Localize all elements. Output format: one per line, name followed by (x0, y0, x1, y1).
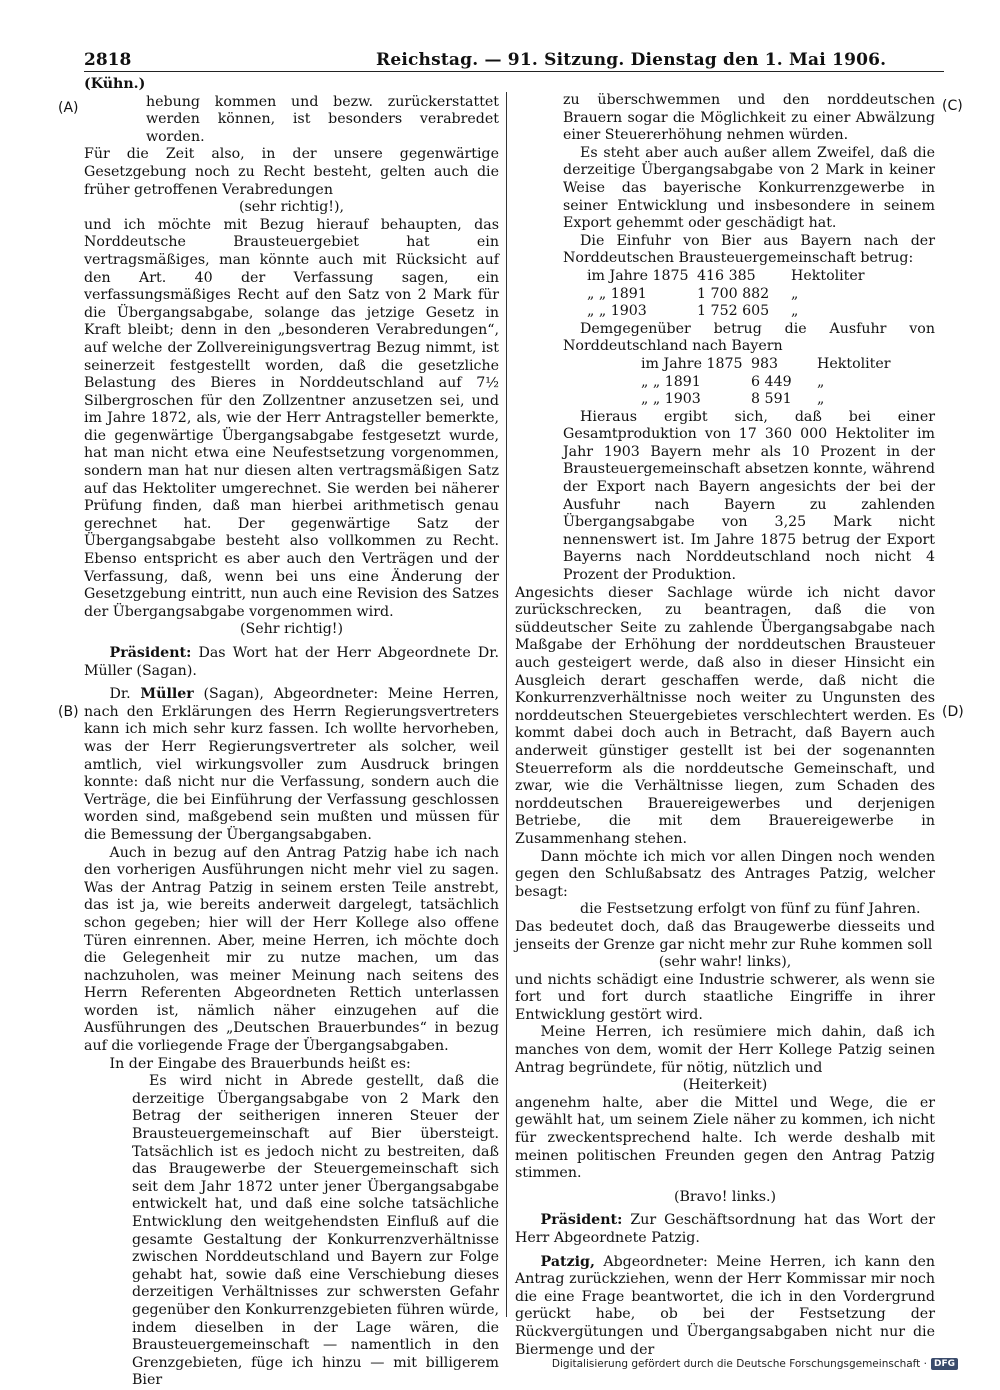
speech-text: (Sagan), Abgeordneter: Meine Herren, nach den Erklärungen des Herrn Regierungsvertreters kann ich mich sehr kurz fassen. Ich wollte hervorheben, was der Herr Regierungsvertreter als solcher, weil amtlich, viel wirkungsvoller zum Ausdruck bringen konnte: daß nicht nur die Verfassung, sondern auch die Verträge, die bei Einführung der Verfassung geschlossen worden sind, maßgebend sein mußten und müssen für die Bemessung der Übergangsabgaben. (84, 686, 499, 843)
paragraph: angenehm halte, aber die Mittel und Wege, die er gewählt hat, um seinem Ziele näher zu kommen, ich nicht für zweckentsprechend halte. Ich werde deshalb mit meinen politischen Freunden gegen den Antrag Patzig stimmen. (515, 1094, 935, 1182)
speaker-tag: (Kühn.) (84, 76, 146, 92)
paragraph: und ich möchte mit Bezug hierauf behaupten, das Norddeutsche Brausteuergebiet hat ein vertragsmäßiges, man könnte auch mit Rücksicht auf den Art. 40 der Verfassung sagen, ein verfassungsmäßiges Recht auf den Satz von 2 Mark für die Übergangsabgabe, solange das jetzige Gesetz in Kraft bleibt; denn in den „besonderen Verabredungen“, auf welche der Zollvereinigungsvertrag Bezug nimmt, ist seinerzeit festgestellt worden, daß die gesetzliche Belastung des Bieres in Norddeutschland auf 7½ Silbergroschen für den Zollzentner anzusetzen sei, und im Jahre 1872, als, wie der Herr Antragsteller bemerkte, die gegenwärtige Übergangsabgabe festgesetzt wurde, hat man nicht etwa eine Neufestsetzung vorgenommen, sondern man hat nur diesen alten vertragsmäßigen Satz auf das Hektoliter umgerechnet. Sie werden bei näherer Prüfung finden, daß man hierbei arithmetisch genau gerechnet hat. Der gegenwärtige Satz der Übergangsabgabe besteht also vollkommen zu Recht. Ebenso entspricht es aber auch den Verträgen und der Verfassung, daß, wenn bei uns eine Änderung der Gesetzgebung eintritt, nun auch eine Revision des Satzes der Übergangsabgabe vorgenommen wird. (84, 216, 499, 620)
paragraph: Das bedeutet doch, daß das Braugewerbe diesseits und jenseits der Grenze gar nicht mehr zur Ruhe kommen soll (515, 918, 935, 953)
table-row: „ „ 1891 1 700 882 „ (587, 285, 799, 302)
paragraph: Auch in bezug auf den Antrag Patzig habe ich nach den vorherigen Ausführungen nicht mehr viel zu sagen. Was der Antrag Patzig in seinem ersten Teile anstrebt, das ist ja, wie bereits anderweit dargelegt, tatsächlich schon gegeben; hier will der Herr Kollege also offene Türen einrennen. Aber, meine Herren, ich möchte doch die Gelegenheit mir zu nutze machen, um das nachzuholen, was meiner Meinung nach seitens des Herrn Referenten Abgeordneten Rettich unterlassen worden ist, nämlich näher einzugehen auf die Ausführungen des „Deutschen Brauerbundes“ in bezug auf die vorliegende Frage der Übergangsabgaben. (84, 844, 499, 1055)
interjection: (sehr wahr! links), (658, 954, 792, 971)
statement-text: Zur Geschäftsordnung hat das Wort der Herr Abgeordnete Patzig. (515, 1212, 935, 1246)
margin-marker-c: (C) (942, 98, 963, 114)
import-table (587, 268, 935, 321)
table-row: „ „ 1903 8 591 „ (641, 391, 825, 408)
quotation: Hieraus ergibt sich, daß bei einer Gesamtproduktion von 17 360 000 Hektoliter im Jahr 1903 Bayern mehr als 10 Prozent in der Brausteuergemeinschaft absetzen konnte, während der Export nach Bayern angesichts der bei der Ausfuhr nach Bayern zu zahlenden Übergangsabgabe von 3,25 Mark nicht nennenswert ist. Im Jahre 1875 betrug der Export Bayerns nach Norddeutschland noch nicht 4 Prozent der Produktion. (563, 408, 935, 584)
interjection: (sehr richtig!), (238, 199, 345, 216)
speaker-label: Präsident: (109, 645, 192, 661)
speech-paragraph (515, 1254, 935, 1360)
footer-text: Digitalisierung gefördert durch die Deutsche Forschungsgemeinschaft · (551, 1358, 927, 1370)
margin-marker-a: (A) (58, 100, 79, 116)
paragraph: Für die Zeit also, in der unsere gegenwärtige Gesetzgebung noch zu Recht besteht, gelten auch die früher getroffenen Verabredungen (84, 146, 499, 198)
page-header (84, 50, 944, 72)
quotation: Es steht aber auch außer allem Zweifel, daß die derzeitige Übergangsabgabe von 2 Mark in keiner Weise das bayerische Konkurrenzgewerbe in seiner Entwicklung und insbesondere in seinem Export gehemmt oder geschädigt hat. (563, 144, 935, 232)
right-column (515, 92, 935, 1359)
header-rule (84, 71, 944, 72)
interjection: (Sehr richtig!) (239, 621, 344, 638)
interjection: (Heiterkeit) (682, 1077, 768, 1094)
president-statement (515, 1212, 935, 1247)
quotation: die Festsetzung erfolgt von fünf zu fünf Jahren. (580, 901, 921, 918)
speaker-label: Präsident: (540, 1212, 623, 1229)
statement-text: Das Wort hat der Herr Abgeordnete Dr. Müller (Sagan). (84, 645, 499, 679)
interjection: (Bravo! links.) (673, 1188, 777, 1205)
paragraph: Dann möchte ich mich vor allen Dingen noch wenden gegen den Schlußabsatz des Antrages Patzig, welcher besagt: (515, 848, 935, 900)
left-column (84, 76, 499, 1390)
export-table (641, 356, 935, 409)
margin-marker-d: (D) (942, 704, 964, 720)
president-statement (84, 645, 499, 680)
quotation: zu überschwemmen und den norddeutschen Brauern sogar die Möglichkeit zu einer Abwälzung einer Steuererhöhung nehmen würden. (563, 92, 935, 144)
quotation: Demgegenüber betrug die Ausfuhr von Norddeutschland nach Bayern (563, 320, 935, 355)
quotation: Es wird nicht in Abrede gestellt, daß die derzeitige Übergangsabgabe von 2 Mark den Betrag der seitherigen inneren Steuer der Brausteuergemeinschaft auf Bier übersteigt. Tatsächlich ist es jedoch nicht zu bestreiten, daß das Braugewerbe der Steuergemeinschaft sich seit dem Jahr 1872 unter jener Übergangsabgabe entwickelt hat, und daß eine solche tatsächliche Entwicklung den weitgehendsten Einfluß auf die gesamte Gestaltung der Konkurrenzverhältnisse zwischen Norddeutschland und Bayern zur Folge gehabt hat, sowie daß eine Verschiebung dieses derzeitigen Verhältnisses zur schwersten Gefahr gegenüber den Konkurrenzgebieten führen würde, indem dieselben in der Lage wären, die Brausteuergemeinschaft — namentlich in den Grenzgebieten, füge ich hinzu — mit billigerem Bier (132, 1073, 499, 1389)
paragraph: Angesichts dieser Sachlage würde ich nicht davor zurückschrecken, zu beantragen, daß die von süddeutscher Seite zu zahlende Übergangsabgabe nach Maßgabe der Erhöhung der norddeutschen Brausteuer auch gesteigert werde, daß also in dieser Hinsicht ein Ausgleich derart geschaffen werde, daß nicht die Konkurrenzverhältnisse noch weiter zu Ungunsten des norddeutschen Steuergebietes verschlechtert werden. Es kommt dabei doch auch in Betracht, daß Bayern auch anderweit günstiger gestellt ist bei der sogenannten Steuerreform als die norddeutsche Gemeinschaft, und zwar, wie die Verhältnisse liegen, zum Schaden des norddeutschen Brauereigewerbes und derjenigen Betriebe, die mit dem Brauereigewerbe in Zusammenhang stehen. (515, 584, 935, 847)
paragraph: hebung kommen und bezw. zurückerstattet werden können, ist besonders verabredet worden. (146, 93, 499, 145)
quotation: Die Einfuhr von Bier aus Bayern nach der Norddeutschen Brausteuergemeinschaft betrug: (563, 232, 935, 267)
table-row: im Jahre 1875 983 Hektoliter (641, 355, 891, 372)
dfg-logo: DFG (931, 1358, 958, 1370)
paragraph: In der Eingabe des Brauerbunds heißt es: (109, 1055, 411, 1072)
speech-paragraph (84, 686, 499, 844)
speaker-name: Patzig, (540, 1253, 595, 1270)
paragraph: Meine Herren, ich resümiere mich dahin, daß ich manches von dem, womit der Herr Kollege Patzig seinen Antrag begründete, für nötig, nützlich und (515, 1024, 935, 1076)
page-number: 2818 (84, 50, 132, 70)
digitization-footer (552, 1358, 958, 1370)
speaker-name: Müller (140, 686, 194, 703)
margin-marker-b: (B) (58, 704, 79, 720)
table-row: „ „ 1891 6 449 „ (641, 373, 825, 390)
speaker-prefix: Dr. (109, 686, 131, 703)
running-title: Reichstag. — 91. Sitzung. Dienstag den 1. Mai 1906. (376, 50, 887, 70)
paragraph: und nichts schädigt eine Industrie schwerer, als wenn sie fort und fort durch staatliche Eingriffe in ihrer Entwicklung gestört wird. (515, 971, 935, 1023)
table-row: im Jahre 1875 416 385 Hektoliter (587, 267, 865, 284)
column-divider (506, 92, 507, 1317)
speech-text: Abgeordneter: Meine Herren, ich kann den Antrag zurückziehen, wenn der Herr Kommissar mir noch die eine Frage beantwortet, die ich in den Vordergrund gerückt habe, ob bei der Festsetzung der Rückvergütungen und Übergangsabgaben nicht nur die Biermenge und der (515, 1253, 936, 1358)
table-row: „ „ 1903 1 752 605 „ (587, 303, 799, 320)
